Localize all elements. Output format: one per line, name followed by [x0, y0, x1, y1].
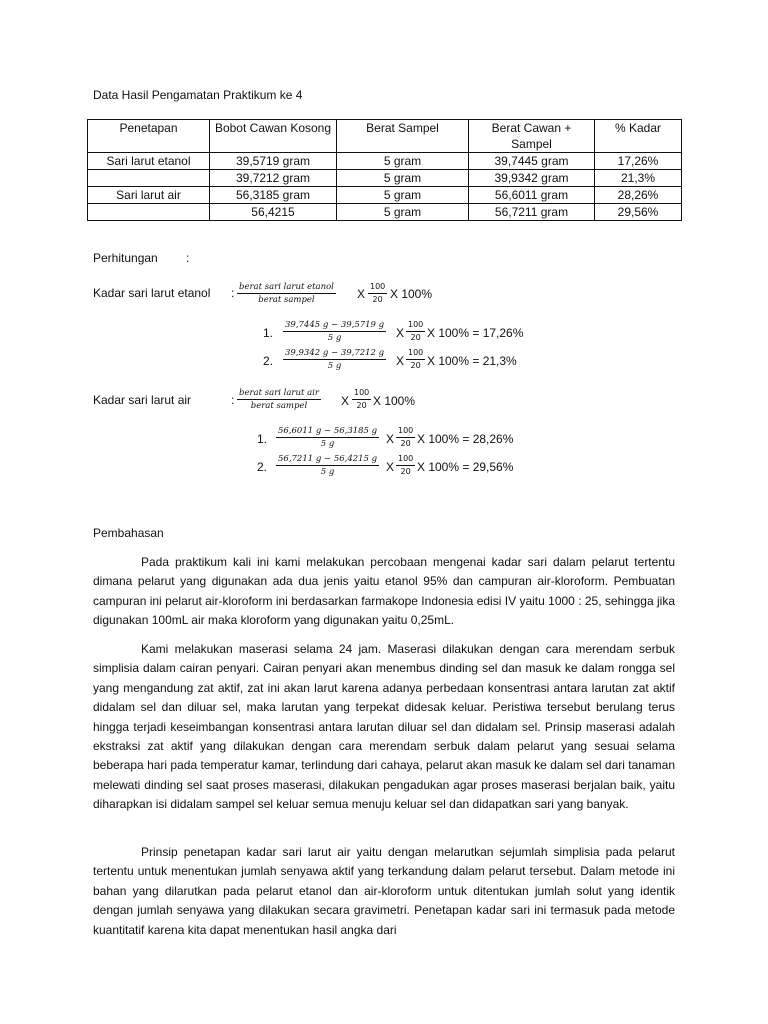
table-cell: 5 gram [337, 187, 469, 204]
etanol-formula-fraction [237, 282, 336, 305]
table-cell: 5 gram [337, 153, 469, 170]
calculation-result: X 100% = 21,3% [427, 354, 517, 368]
table-cell: 17,26% [595, 153, 682, 170]
document-title: Data Hasil Pengamatan Praktikum ke 4 [93, 88, 303, 102]
item-number: 2. [257, 460, 268, 474]
calculation-fraction [283, 320, 386, 343]
hundred-over-twenty [396, 426, 415, 449]
table-cell: Sari larut etanol [88, 153, 210, 170]
table-cell: 56,3185 gram [210, 187, 337, 204]
calculation-fraction [276, 426, 379, 449]
hundred-over-twenty [406, 348, 425, 371]
formula-tail: X 100% [373, 394, 416, 408]
multiply-sign: X [386, 432, 395, 446]
table-row [88, 187, 682, 204]
table-cell: 39,7212 gram [210, 170, 337, 187]
fraction-numerator: berat sari larut air [239, 388, 319, 398]
etanol-label: Kadar sari larut etanol [93, 286, 211, 300]
table-cell [88, 170, 210, 187]
table-cell: 5 gram [337, 204, 469, 221]
multiply-sign: X [341, 394, 350, 408]
table-cell: 5 gram [337, 170, 469, 187]
hundred-over-twenty [396, 454, 415, 477]
fraction-numerator: 100 [352, 388, 371, 400]
fraction-numerator: 100 [368, 282, 387, 294]
fraction-numerator: 100 [406, 348, 425, 360]
perhitungan-heading: Perhitungan [93, 251, 158, 265]
paragraph: Kami melakukan maserasi selama 24 jam. Maserasi dilakukan dengan cara merendam serbuk simplisia dalam cairan penyari. Cairan penyari akan menembus dinding sel dan masuk ke dalam rongga sel yang mengandung zat aktif, zat ini akan larut karena adanya perbedaan konsentrasi antara larutan zat aktif didalam sel dan diluar sel, maka larutan yang terpekat didesak keluar. Peristiwa tersebut berulang terus hingga terjadi keseimbangan konsentrasi antara larutan diluar sel dan didalam sel. Prinsip maserasi adalah ekstraksi zat aktif yang dilakukan dengan cara merendam serbuk dalam pelarut yang sesuai selama beberapa hari pada temperatur kamar, terlindung dari cahaya, pelarut akan masuk ke dalam sel dari tanaman melewati dinding sel saat proses maserasi, dilakukan pengadukan agar proses maserasi berjalan baik, yaitu diharapkan isi didalam sampel sel keluar semua menuju keluar sel dan didapatkan sari yang banyak. [93, 642, 675, 812]
fraction-denominator: 20 [372, 295, 383, 304]
perhitungan-colon: : [186, 251, 190, 265]
paragraph: Pada praktikum kali ini kami melakukan percobaan mengenai kadar sari dalam pelarut tertentu dimana pelarut yang digunakan ada dua jenis yaitu etanol 95% dan campuran air-kloroform. Pembuatan campuran ini pelarut air-kloroform ini berdasarkan farmakope Indonesia edisi IV yaitu 1000 : 25, sehingga jika digunakan 100mL air maka kloroform yang digunakan yaitu 0,25mL. [93, 555, 675, 628]
fraction-denominator: berat sampel [250, 401, 308, 411]
table-row [88, 204, 682, 221]
multiply-sign: X [396, 354, 405, 368]
fraction-numerator: 39,7445 g − 39,5719 g [285, 320, 385, 330]
hundred-over-twenty [352, 388, 371, 411]
table-cell: 39,5719 gram [210, 153, 337, 170]
fraction-numerator: 39,9342 g − 39,7212 g [285, 348, 385, 358]
fraction-denominator: 20 [410, 361, 421, 370]
fraction-denominator: 5 g [320, 467, 335, 477]
hundred-over-twenty [368, 282, 387, 305]
item-number: 1. [263, 326, 274, 340]
fraction-denominator: 20 [400, 439, 411, 448]
fraction-denominator: berat sampel [258, 295, 315, 305]
header-penetapan: Penetapan [88, 120, 210, 153]
table-cell: 56,7211 gram [469, 204, 595, 221]
table-cell: 39,7445 gram [469, 153, 595, 170]
table-cell: 39,9342 gram [469, 170, 595, 187]
air-colon: : [231, 393, 235, 407]
air-label: Kadar sari larut air [93, 393, 192, 407]
fraction-numerator: 56,6011 g − 56,3185 g [278, 426, 378, 436]
table-row [88, 170, 682, 187]
formula-tail: X 100% [390, 287, 433, 301]
fraction-denominator: 20 [410, 333, 421, 342]
fraction-numerator: 100 [396, 426, 415, 438]
fraction-denominator: 20 [356, 401, 367, 410]
table-cell: 56,6011 gram [469, 187, 595, 204]
item-number: 2. [263, 354, 274, 368]
paragraph: Prinsip penetapan kadar sari larut air yaitu dengan melarutkan sejumlah simplisia pada pelarut tertentu untuk menentukan jumlah senyawa aktif yang terkandung dalam pelarut tersebut. Dalam metode ini bahan yang dilarutkan pada pelarut etanol dan air-kloroform untuk ditentukan jumlah solut yang identik dengan jumlah senyawa yang dilakukan secara gravimetri. Penetapan kadar sari ini termasuk pada metode kuantitatif karena kita dapat menentukan hasil angka dari [93, 845, 675, 937]
table-row [88, 153, 682, 170]
header-berat-sampel: Berat Sampel [337, 120, 469, 153]
fraction-denominator: 5 g [327, 333, 342, 343]
calculation-fraction [276, 454, 379, 477]
header-berat-cawan-sampel: Berat Cawan + Sampel [469, 120, 595, 153]
hundred-over-twenty [406, 320, 425, 343]
calculation-result: X 100% = 28,26% [417, 432, 514, 446]
table-cell: 29,56% [595, 204, 682, 221]
fraction-numerator: 100 [406, 320, 425, 332]
table-cell: Sari larut air [88, 187, 210, 204]
item-number: 1. [257, 432, 268, 446]
multiply-sign: X [386, 460, 395, 474]
fraction-numerator: berat sari larut etanol [239, 282, 334, 292]
header-bobot-cawan: Bobot Cawan Kosong [210, 120, 337, 153]
air-formula-fraction [237, 388, 321, 411]
table-cell: 56,4215 [210, 204, 337, 221]
observation-table [87, 119, 682, 221]
calculation-fraction [283, 348, 386, 371]
multiply-sign: X [396, 326, 405, 340]
fraction-numerator: 56,7211 g − 56,4215 g [278, 454, 378, 464]
table-cell: 28,26% [595, 187, 682, 204]
pembahasan-heading: Pembahasan [93, 526, 164, 540]
fraction-denominator: 20 [400, 467, 411, 476]
table-header-row [88, 120, 682, 153]
table-cell: 21,3% [595, 170, 682, 187]
fraction-denominator: 5 g [320, 439, 335, 449]
calculation-result: X 100% = 29,56% [417, 460, 514, 474]
etanol-colon: : [231, 286, 235, 300]
multiply-sign: X [357, 287, 366, 301]
fraction-numerator: 100 [396, 454, 415, 466]
calculation-result: X 100% = 17,26% [427, 326, 524, 340]
header-kadar: % Kadar [595, 120, 682, 153]
table-cell [88, 204, 210, 221]
fraction-denominator: 5 g [327, 361, 342, 371]
